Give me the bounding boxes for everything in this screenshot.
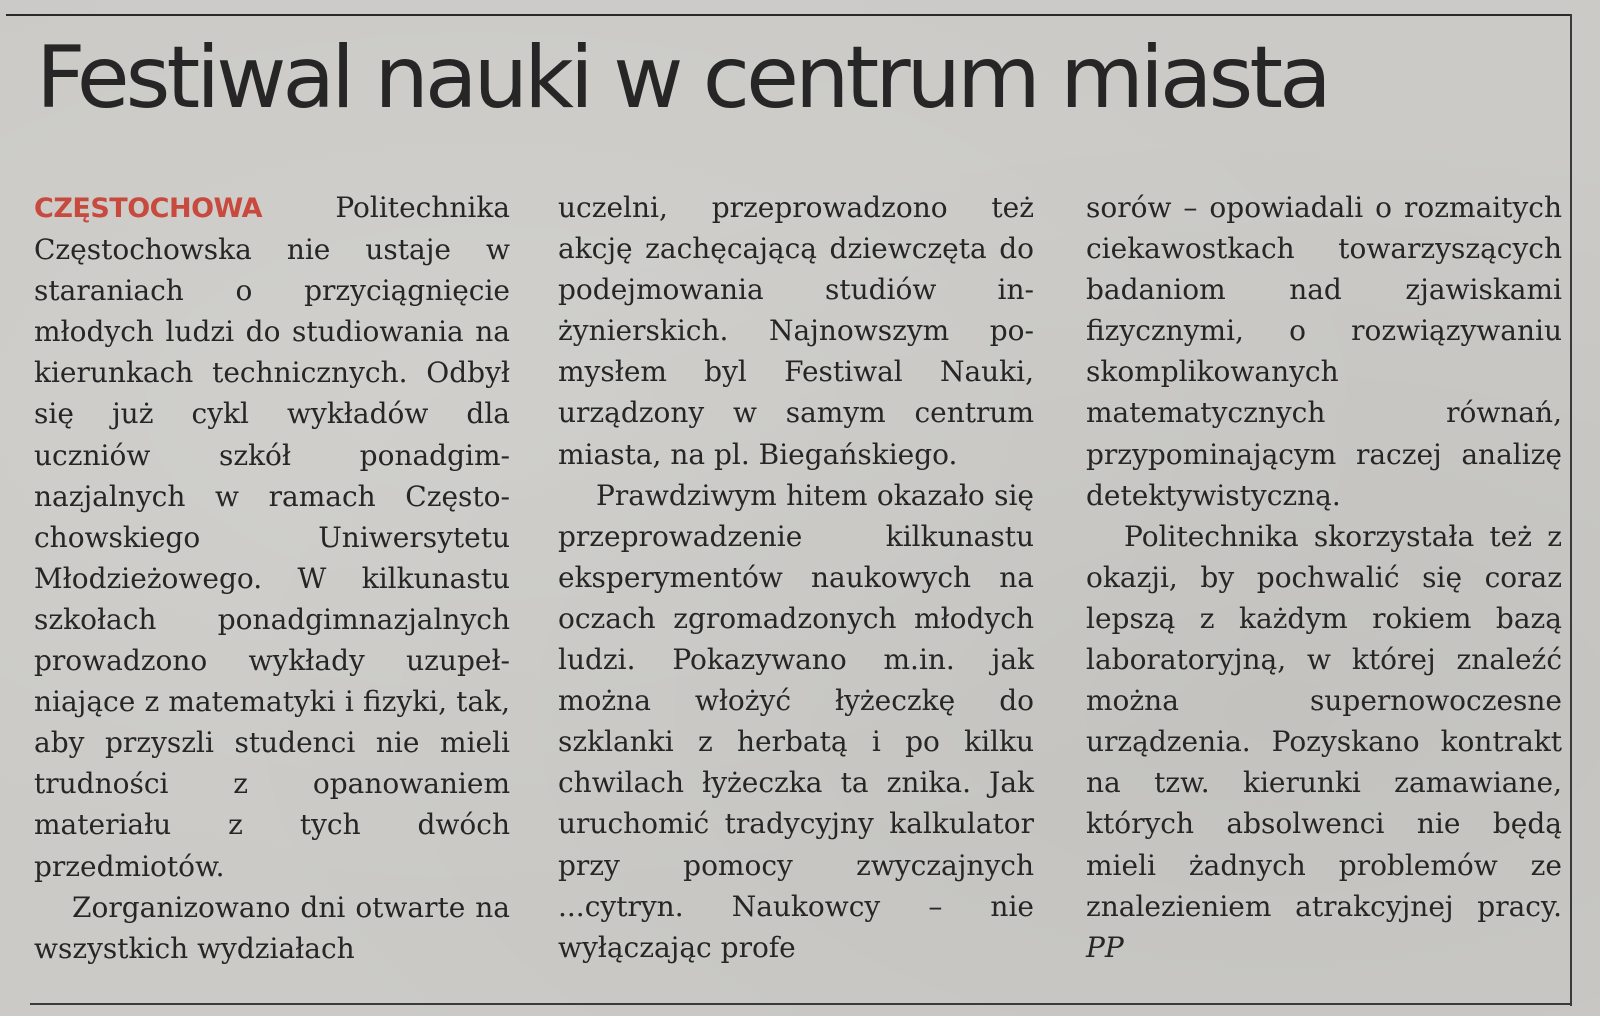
column-2-paragraph-1: uczelni, przeprowadzono też akcję zachęcającą dziewczęta do podejmowania studiów inżynierskich. Najnowszym pomysłem byl Festiwal Nauki, urządzony w samym centrum miasta, na pl. Biegańskiego. (558, 191, 1034, 471)
column-3-paragraph-2 (1086, 516, 1562, 968)
top-rule (6, 14, 1570, 16)
article-column-1 (34, 187, 510, 969)
column-3-paragraph-1: sorów – opowiadali o rozmaitych ciekawostkach towarzyszących badaniom nad zjawiskami fizycznymi, o rozwiązywaniu skomplikowanych matematycznych równań, przypominającym raczej analizę detektywistyczną. (1086, 191, 1562, 512)
location-label: CZĘSTOCHOWA (34, 193, 262, 224)
column-1-paragraph-1-text: Politechnika Częstochowska nie ustaje w staraniach o przyciągnięcie młodych ludzi do studiowania na kierunkach technicznych. Odbył się już cykl wykładów dla uczniów szkół ponadgimnazjalnych w ramach Częstochowskiego Uniwersytetu Młodzieżowego. W kilkunastu szkołach ponadgimnazjalnych prowadzono wykłady uzupełniające z matematyki i fizyki, tak, aby przyszli studenci nie mieli trudności z opanowaniem materiału z tych dwóch przedmiotów. (34, 191, 510, 883)
article-headline: Festiwal nauki w centrum miasta (36, 28, 1328, 128)
article-column-3 (1086, 187, 1562, 968)
column-1-paragraph-1 (34, 187, 510, 887)
right-rule (1570, 14, 1572, 1006)
column-1-paragraph-2: Zorganizowano dni otwarte na wszystkich wydziałach (34, 890, 510, 965)
article-column-2 (558, 187, 1034, 968)
bottom-rule (30, 1003, 1570, 1005)
column-3-paragraph-2-text: Politechnika skorzystała też z okazji, by pochwalić się coraz lepszą z każdym rokiem bazą laboratoryjną, w której znaleźć można supernowoczesne urządzenia. Pozyskano kontrakt na tzw. kierunki zamawiane, których absolwenci nie będą mieli żadnych problemów ze znalezieniem atrakcyjnej pracy. (1086, 519, 1562, 923)
column-2-paragraph-2: Prawdziwym hitem okazało się przeprowadzenie kilkunastu eksperymentów naukowych na oczach zgromadzonych młodych ludzi. Pokazywano m.in. jak można włożyć łyżeczkę do szklanki z herbatą i po kilku chwilach łyżeczka ta znika. Jak uruchomić tradycyjny kalkulator przy pomocy zwyczajnych ...cytryn. Naukowcy – nie wyłączając profe (558, 478, 1034, 964)
author-signature: PP (1086, 930, 1124, 964)
